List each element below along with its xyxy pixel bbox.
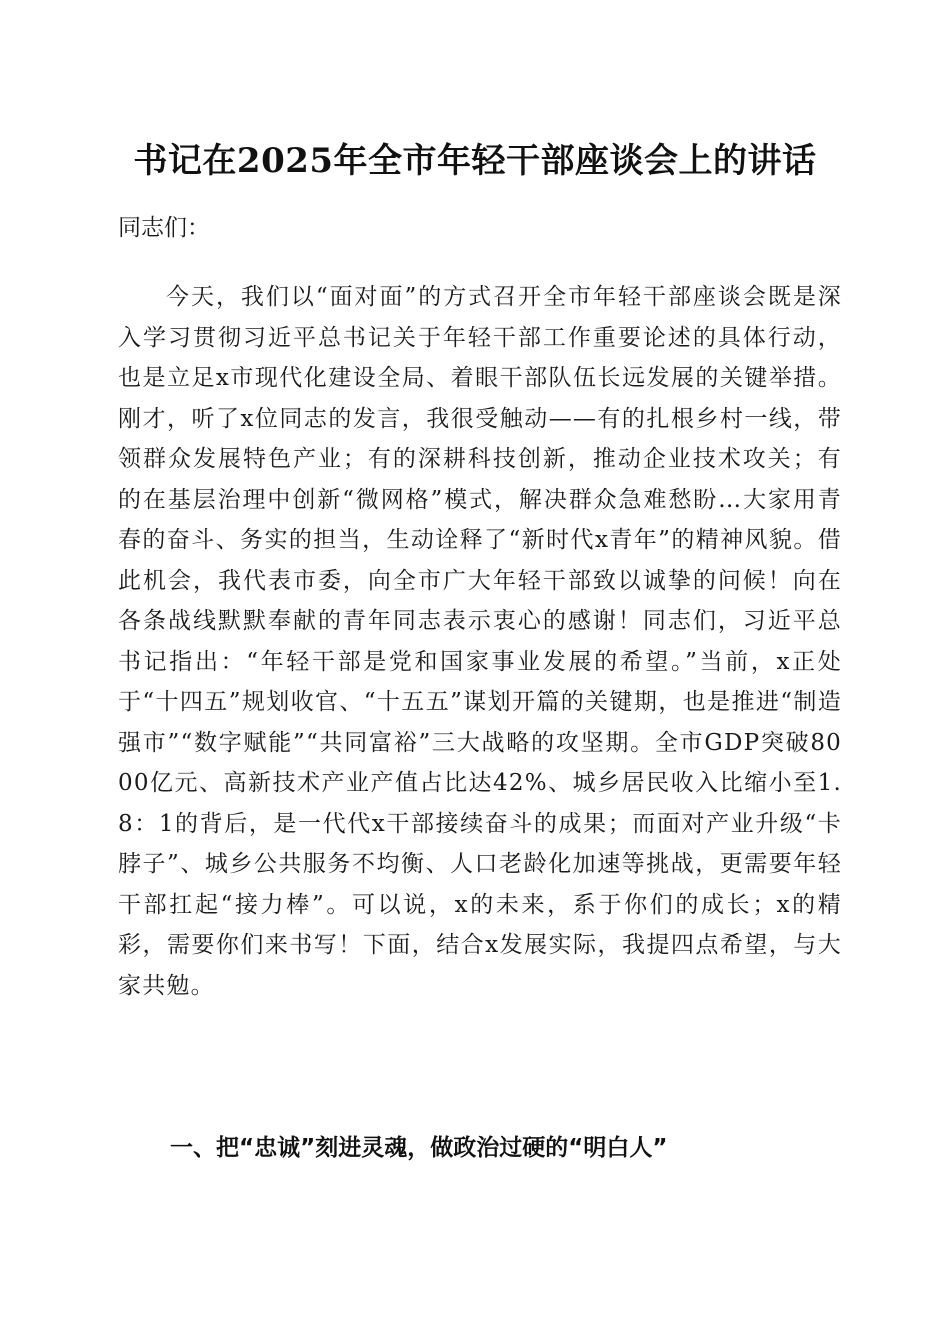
document-title: 书记在2025年全市年轻干部座谈会上的讲话 [133,141,817,181]
salutation: 同志们： [118,215,210,241]
body-paragraph: 今天，我们以“面对面”的方式召开全市年轻干部座谈会既是深入学习贯彻习近平总书记关于年轻干部工作重要论述的具体行动，也是立足x市现代化建设全局、着眼干部队伍长远发展的关键举措。刚才，听了x位同志的发言，我很受触动——有的扎根乡村一线，带领群众发展特色产业；有的深耕科技创新，推动企业技术攻关；有的在基层治理中创新“微网格”模式，解决群众急难愁盼…大家用青春的奋斗、务实的担当，生动诠释了“新时代x青年”的精神风貌。借此机会，我代表市委，向全市广大年轻干部致以诚挚的问候！向在各条战线默默奉献的青年同志表示衷心的感谢！同志们，习近平总书记指出：“年轻干部是党和国家事业发展的希望。”当前，x正处于“十四五”规划收官、“十五五”谋划开篇的关键期，也是推进“制造强市”“数字赋能”“共同富裕”三大战略的攻坚期。全市GDP突破8000亿元、高新技术产业产值占比达42%、城乡居民收入比缩小至1.8：1的背后，是一代代x干部接续奋斗的成果；而面对产业升级“卡脖子”、城乡公共服务不均衡、人口老龄化加速等挑战，更需要年轻干部扛起“接力棒”。可以说，x的未来，系于你们的成长；x的精彩，需要你们来书写！下面，结合x发展实际，我提四点希望，与大家共勉。 [118,284,842,999]
section-heading: 一、把“忠诚”刻进灵魂，做政治过硬的“明白人” [170,1135,668,1161]
